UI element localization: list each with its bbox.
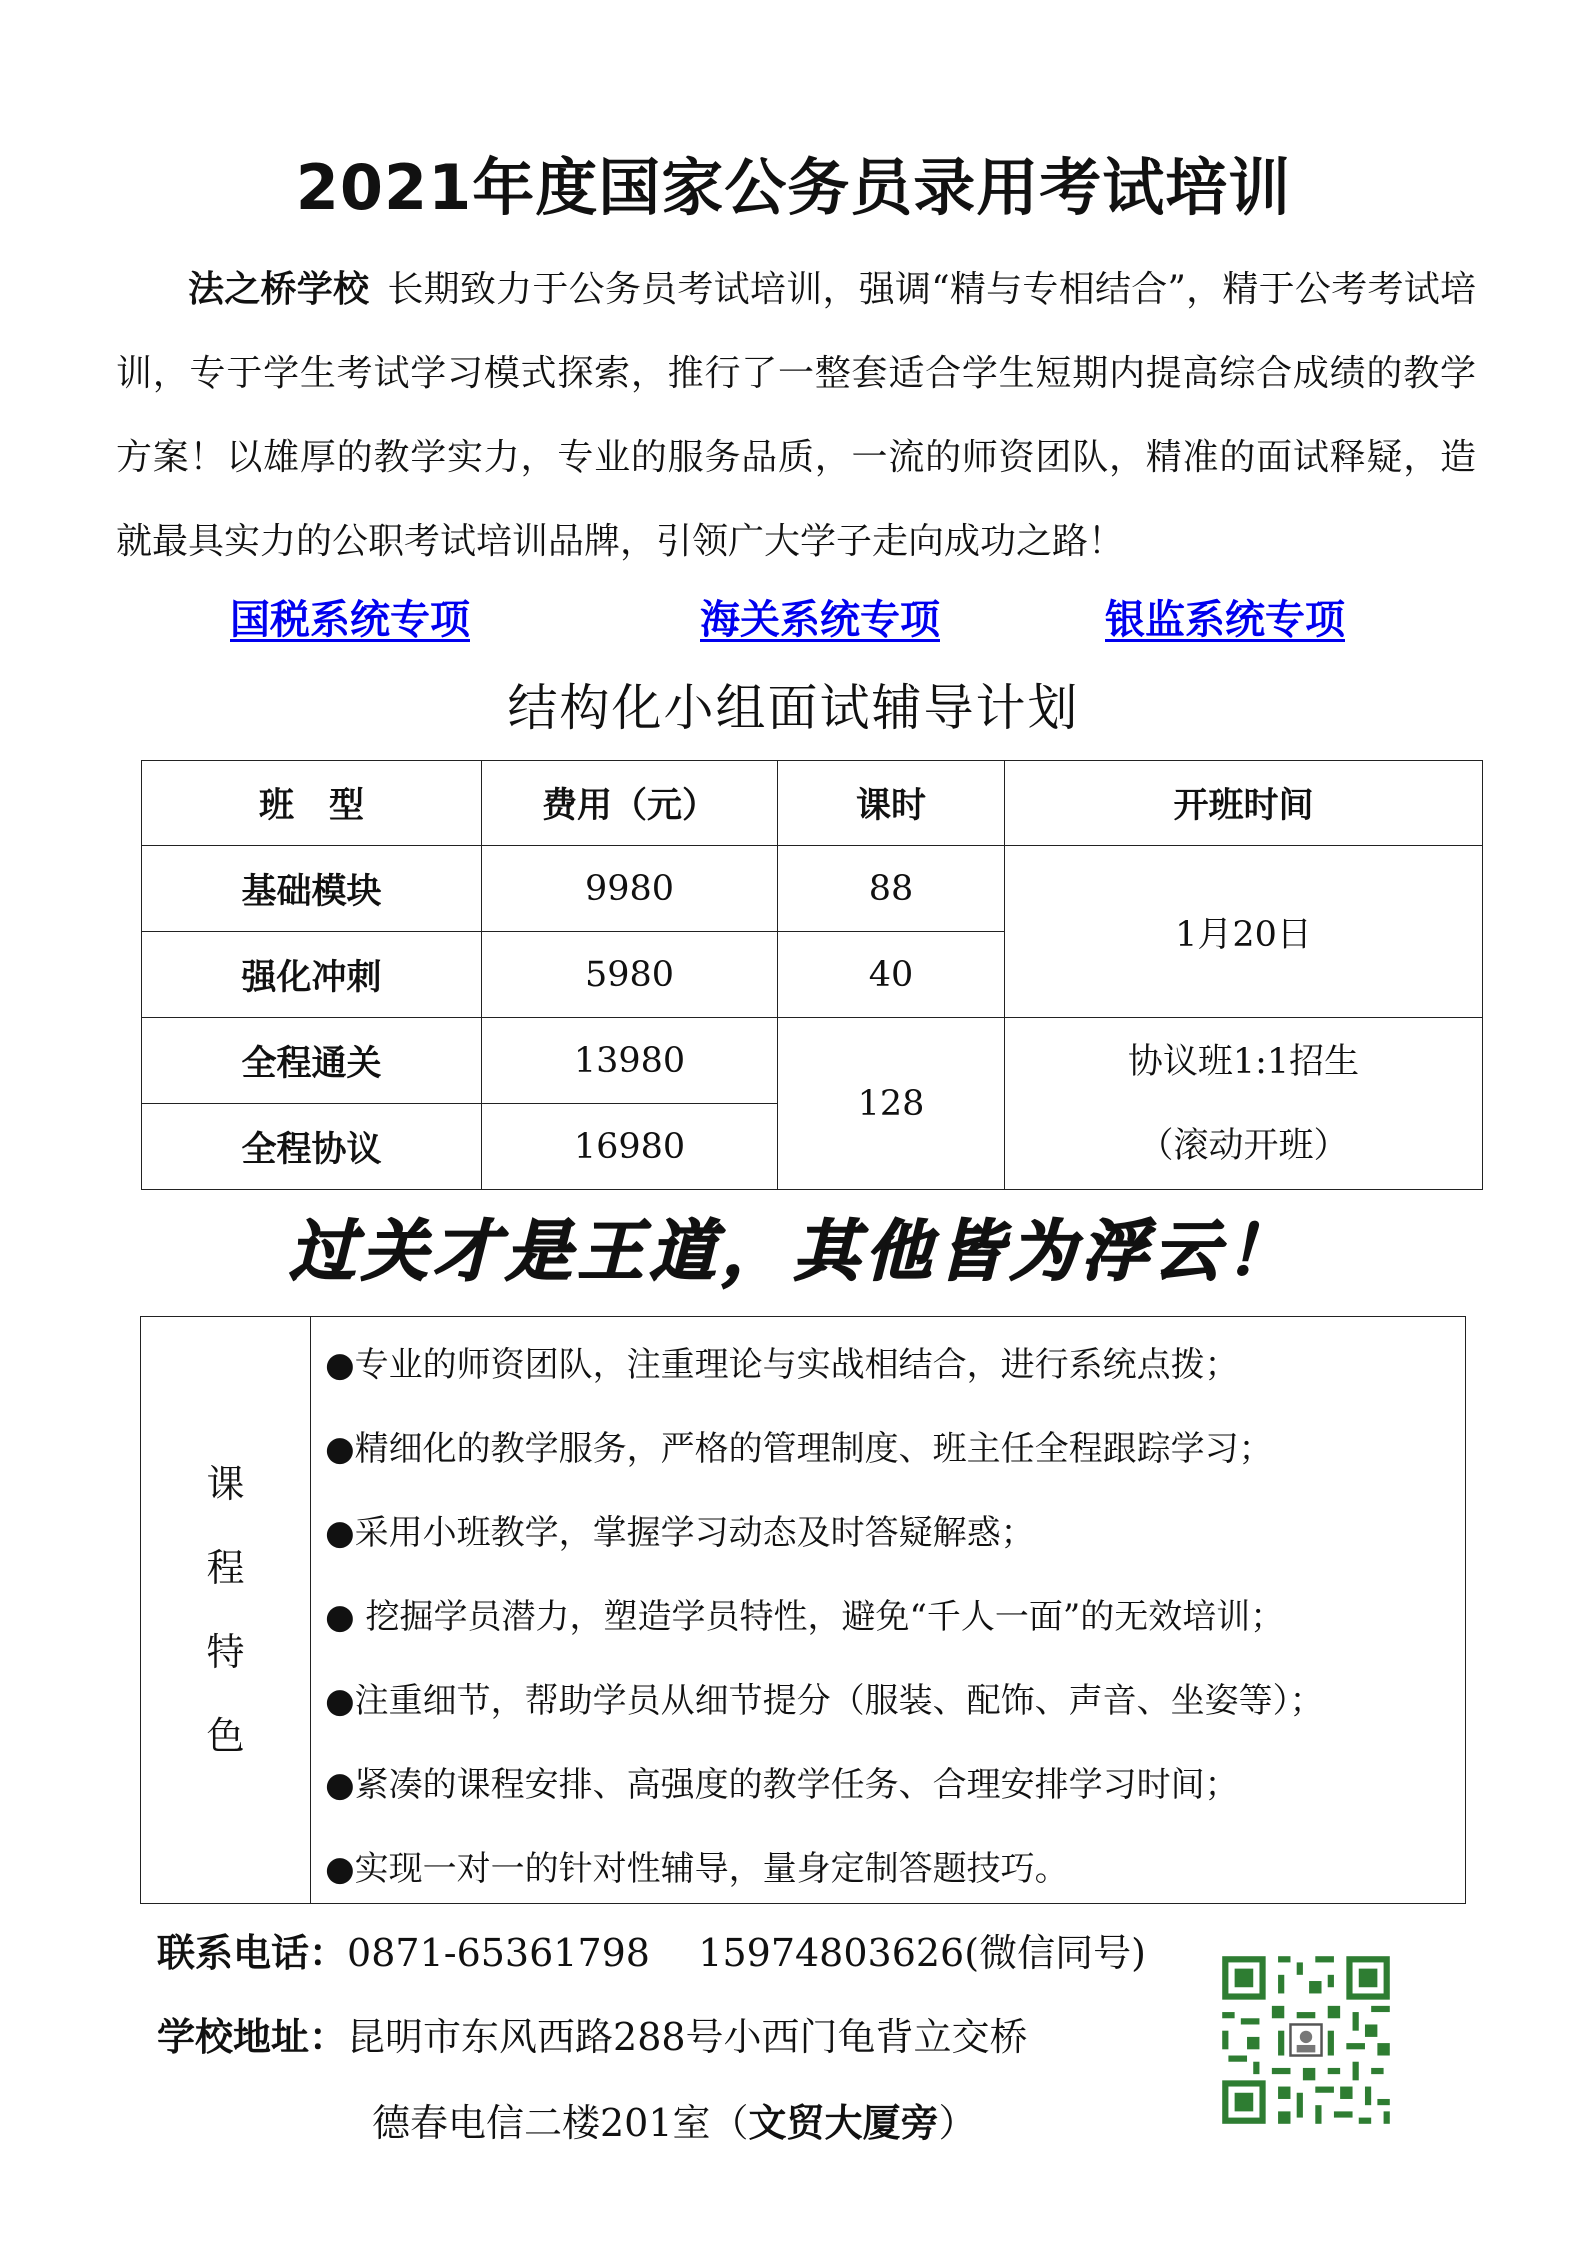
header-class-type: 班 型 xyxy=(142,761,482,846)
contact-address-line-2 xyxy=(372,2092,977,2147)
link-banking-supervision[interactable]: 银监系统专项 xyxy=(1105,597,1345,643)
list-item: ● 挖掘学员潜力，塑造学员特性，避免“千人一面”的无效培训； xyxy=(325,1597,1285,1637)
address-landmark: 文贸大厦旁 xyxy=(748,2101,939,2145)
cell-class-name: 全程通关 xyxy=(142,1018,482,1104)
cell-class-name: 基础模块 xyxy=(142,846,482,932)
qr-code-icon xyxy=(1216,1950,1396,2130)
list-item: ●采用小班教学，掌握学习动态及时答疑解惑； xyxy=(325,1513,1035,1553)
side-label-char: 程 xyxy=(206,1546,245,1590)
cell-class-name: 强化冲刺 xyxy=(142,932,482,1018)
contact-address xyxy=(157,2006,1028,2061)
intro-paragraph xyxy=(116,248,1476,584)
cell-fee: 5980 xyxy=(482,932,778,1018)
header-hours: 课时 xyxy=(778,761,1005,846)
table-row xyxy=(142,846,1483,932)
features-side-label xyxy=(141,1317,311,1903)
course-features-box xyxy=(140,1316,1466,1904)
link-customs-system[interactable]: 海关系统专项 xyxy=(700,597,940,643)
link-tax-system[interactable]: 国税系统专项 xyxy=(230,597,470,643)
address-line-2-end: ） xyxy=(938,2101,977,2145)
contact-phone xyxy=(157,1922,1146,1977)
side-label-char: 色 xyxy=(206,1714,245,1758)
header-fee: 费用（元） xyxy=(482,761,778,846)
list-item: ●专业的师资团队，注重理论与实战相结合，进行系统点拨； xyxy=(325,1345,1239,1385)
address-line-2: 德春电信二楼201室（ xyxy=(372,2101,749,2145)
address-label: 学校地址： xyxy=(157,2015,348,2059)
intro-text: 长期致力于公务员考试培训，强调“精与专相结合”，精于公考考试培训，专于学生考试学习模式探索，推行了一整套适合学生短期内提高综合成绩的教学方案！以雄厚的教学实力，专业的服务品质，一流的师资团队，精准的面试释疑，造就最具实力的公职考试培训品牌，引领广大学子走向成功之路！ xyxy=(116,269,1476,562)
phone-value: 0871-65361798 15974803626(微信同号) xyxy=(347,1931,1146,1975)
header-start-date: 开班时间 xyxy=(1005,761,1483,846)
cell-hours: 40 xyxy=(778,932,1005,1018)
page-title: 2021年度国家公务员录用考试培训 xyxy=(295,151,1292,224)
phone-label: 联系电话： xyxy=(157,1931,348,1975)
cell-hours-merged: 128 xyxy=(778,1018,1005,1190)
side-label-char: 特 xyxy=(206,1630,245,1674)
side-label-char: 课 xyxy=(206,1462,245,1506)
negotiated-line-1: 协议班1:1招生 xyxy=(1127,1041,1360,1082)
negotiated-line-2: （滚动开班） xyxy=(1138,1125,1349,1166)
course-plan-table xyxy=(141,760,1483,1190)
table-row xyxy=(142,1018,1483,1104)
slogan: 过关才是王道，其他皆为浮云！ xyxy=(289,1213,1298,1290)
cell-start-date: 1月20日 xyxy=(1005,846,1483,1018)
special-program-links xyxy=(0,588,1587,648)
table-header-row xyxy=(142,761,1483,846)
cell-fee: 9980 xyxy=(482,846,778,932)
cell-fee: 13980 xyxy=(482,1018,778,1104)
list-item: ●精细化的教学服务，严格的管理制度、班主任全程跟踪学习； xyxy=(325,1429,1273,1469)
cell-hours: 88 xyxy=(778,846,1005,932)
address-line-1: 昆明市东风西路288号小西门龟背立交桥 xyxy=(347,2015,1028,2059)
list-item: ●注重细节，帮助学员从细节提分（服装、配饰、声音、坐姿等）； xyxy=(325,1681,1324,1721)
school-name: 法之桥学校 xyxy=(188,269,370,310)
list-item: ●紧凑的课程安排、高强度的教学任务、合理安排学习时间； xyxy=(325,1765,1239,1805)
features-list xyxy=(325,1323,1324,1911)
cell-start-date-negotiated xyxy=(1005,1018,1483,1190)
cell-fee: 16980 xyxy=(482,1104,778,1190)
cell-class-name: 全程协议 xyxy=(142,1104,482,1190)
list-item: ●实现一对一的针对性辅导，量身定制答题技巧。 xyxy=(325,1849,1069,1889)
section-subtitle: 结构化小组面试辅导计划 xyxy=(507,679,1080,737)
